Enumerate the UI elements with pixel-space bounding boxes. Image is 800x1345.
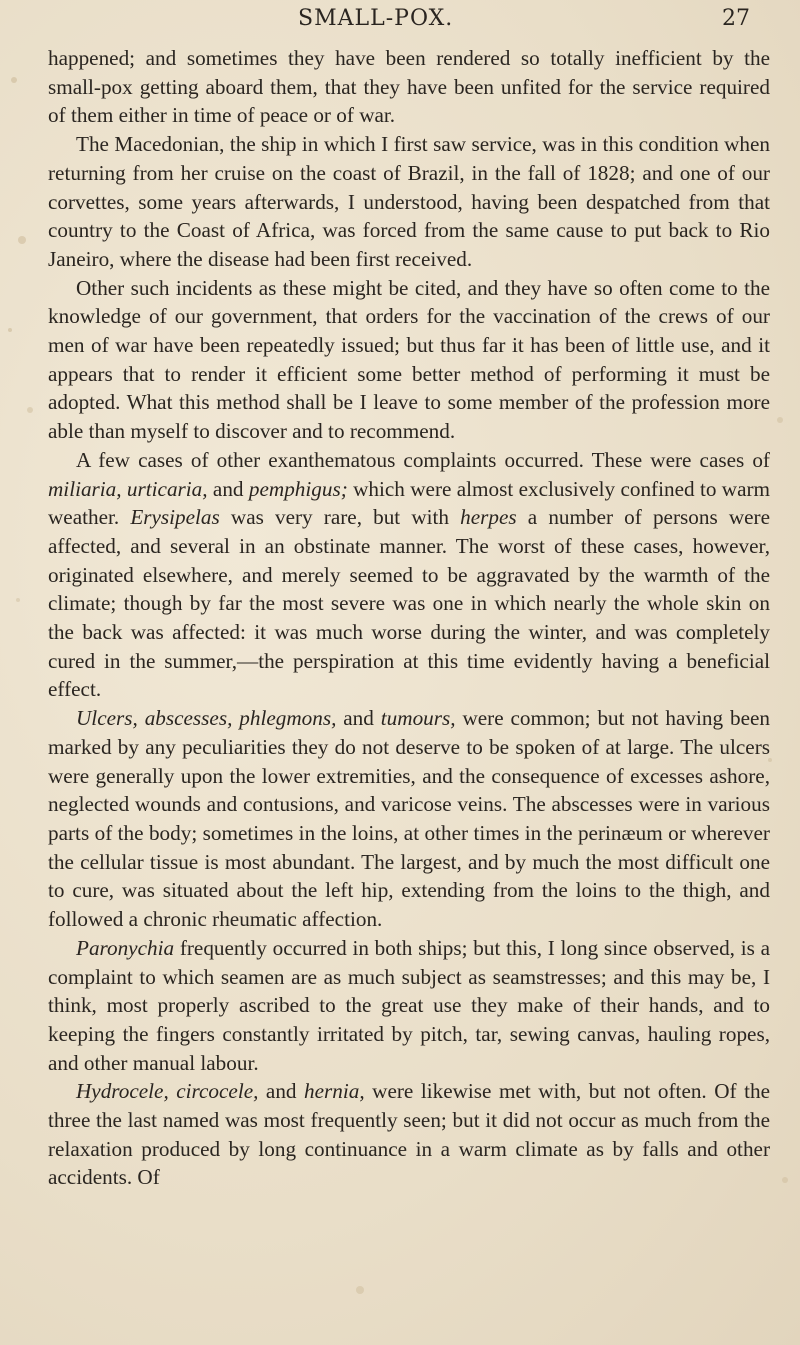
text-run: was very rare, but with [219, 505, 461, 530]
page-number: 27 [722, 6, 750, 31]
paragraph [48, 446, 770, 704]
italic-term: Erysipelas [130, 505, 220, 530]
running-head [48, 6, 770, 42]
italic-term: hernia, [304, 1079, 365, 1104]
paragraph [48, 130, 770, 274]
italic-term: Paronychia [76, 935, 175, 960]
text-run: a number of persons were affected, and several in an obstinate manner. The worst of these cases, however, originated elsewhere, and merely seemed to be aggravated by the warmth of the climate; though by far the most severe was one in which nearly the whole skin on the back was affected: it was much worse during the winter, and was completely cured in the summer,—the perspiration at this time evidently having a beneficial effect. [48, 505, 770, 702]
paragraph [48, 934, 770, 1078]
text-run: and [336, 706, 381, 731]
paragraph [48, 1077, 770, 1192]
italic-term: tumours, [380, 706, 456, 731]
body-text [48, 44, 770, 1192]
text-run: happened; and sometimes they have been rendered so totally inefficient by the small-pox getting aboard them, that they have been unfited for the service required of them either in time of peace or of war. [48, 46, 770, 128]
book-page [48, 0, 770, 1345]
paragraph [48, 704, 770, 934]
paragraph [48, 44, 770, 130]
text-run: Other such incidents as these might be cited, and they have so often come to the knowledge of our government, that orders for the vaccination of the crews of our men of war have been repeatedly issued; but thus far it has been of little use, and it appears that to render it efficient some better method of performing it must be adopted. What this method shall be I leave to some member of the profession more able than myself to discover and to recommend. [48, 275, 770, 444]
italic-term: Hydrocele, circocele, [76, 1079, 259, 1104]
text-run: and [207, 476, 249, 501]
text-run: frequently occurred in both ships; but this, I long since observed, is a complaint to which seamen are as much subject as seamstresses; and this may be, I think, most properly ascribed to the great use they make of their hands, and to keeping the fingers constantly irritated by pitch, tar, sewing canvas, hauling ropes, and other manual labour. [48, 935, 770, 1075]
text-run: and [258, 1079, 305, 1104]
text-run: were common; but not having been marked by any peculiarities they do not deserve to be spoken of at large. The ulcers were generally upon the lower extremities, and the consequence of excesses ashore, neglected wounds and contusions, and varicose veins. The abscesses were in various parts of the body; sometimes in the loins, at other times in the perinæum or wherever the cellular tissue is most abundant. The largest, and by much the most difficult one to cure, was situated about the left hip, extending from the loins to the thigh, and followed a chronic rheumatic affection. [48, 706, 770, 932]
text-run: were likewise met with, but not often. Of the three the last named was most frequently seen; but it did not occur as much from the relaxation produced by long continuance in a warm climate as by falls and other accidents. Of [48, 1079, 771, 1190]
italic-term: pemphigus; [248, 476, 348, 501]
italic-term: herpes [460, 505, 517, 530]
text-run: The Macedonian, the ship in which I first saw service, was in this condition when returning from her cruise on the coast of Brazil, in the fall of 1828; and one of our corvettes, some years afterwards, I understood, having been despatched from that country to the Coast of Africa, was forced from the same cause to put back to Rio Janeiro, where the disease had been first received. [48, 132, 770, 271]
text-run: which were almost exclusively confined to warm weather. [48, 476, 771, 530]
text-run: A few cases of other exanthematous complaints occurred. These were cases of [76, 447, 770, 472]
italic-term: Ulcers, abscesses, phlegmons, [76, 706, 337, 731]
italic-term: miliaria, urticaria, [48, 476, 208, 501]
running-head-title: SMALL-POX. [298, 6, 454, 31]
paragraph [48, 274, 770, 446]
